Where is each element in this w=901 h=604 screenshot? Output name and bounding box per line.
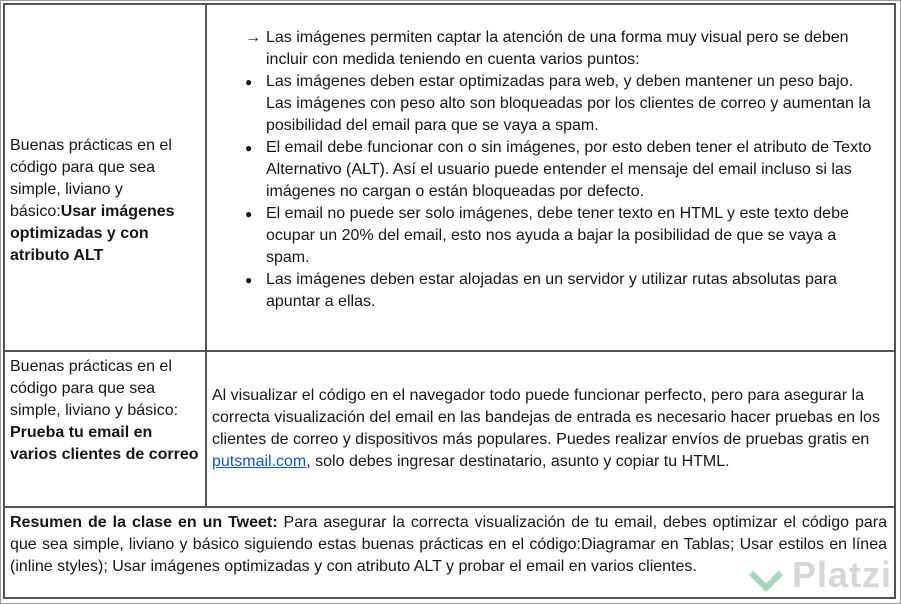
bullet-text: El email no puede ser solo imágenes, debe tener texto en HTML y este texto debe ocupar un 20% del email, esto nos ayuda a bajar la posibilidad de que se vaya a spam. (266, 205, 849, 266)
arrow-bullet-icon: → (245, 29, 261, 46)
bullet-text: Las imágenes deben estar alojadas en un servidor y utilizar rutas absolutas para apuntar a ellas. (266, 271, 837, 310)
summary-text: Para asegurar la correcta visualización de tu email, debes optimizar el código para que sea simple, liviano y básico siguiendo estas buenas prácticas en el código:Diagramar en Tablas; Usar estilos en línea (inline styles); Usar imágenes optimizadas y con atributo ALT y probar el email en varios clientes. (10, 514, 888, 575)
platzi-brand-text: Platzi (791, 554, 892, 595)
row1-topic-regular: Buenas prácticas en el código para que sea simple, liviano y básico: (10, 137, 172, 220)
putsmail-link[interactable]: putsmail.com (212, 453, 307, 470)
paragraph-text-before-link: Al visualizar el código en el navegador todo puede funcionar perfecto, pero para asegurar la correcta visualización del email en las bandejas de entrada es necesario hacer pruebas en los clientes de correo y dispositivos más populares. Puedes realizar envíos de pruebas gratis en (212, 387, 880, 448)
row2-topic-regular: Buenas prácticas en el código para que sea simple, liviano y básico: (10, 358, 179, 419)
dot-bullet-icon: ● (245, 75, 253, 89)
dot-bullet-icon: ● (245, 273, 253, 287)
dot-bullet-icon: ● (245, 141, 253, 155)
row2-topic-cell (5, 352, 207, 508)
summary-paragraph (10, 514, 887, 575)
list-item (245, 203, 882, 269)
testing-paragraph (212, 385, 884, 473)
row2-content-cell (207, 352, 894, 508)
list-item (245, 137, 882, 203)
row1-content-cell (207, 5, 894, 352)
bullet-text: Las imágenes permiten captar la atención de una forma muy visual pero se deben incluir con medida teniendo en cuenta varios puntos: (266, 29, 849, 68)
summary-cell (5, 508, 894, 597)
list-item (245, 269, 882, 313)
bullet-text: El email debe funcionar con o sin imágenes, por esto deben tener el atributo de Texto Alternativo (ALT). Así el usuario puede entender el mensaje del email incluso si las imágenes no cargan o están bloqueadas por defecto. (266, 139, 872, 200)
row1-topic-bold: Usar imágenes optimizadas y con atributo ALT (10, 203, 175, 264)
best-practices-table (3, 3, 896, 599)
summary-label: Resumen de la clase en un Tweet: (10, 514, 278, 531)
row1-topic-cell (5, 5, 207, 352)
list-item (245, 27, 882, 71)
row2-topic-bold: Prueba tu email en varios clientes de correo (10, 424, 199, 463)
images-bullet-list (207, 27, 886, 313)
dot-bullet-icon: ● (245, 207, 253, 221)
bullet-text: Las imágenes deben estar optimizadas para web, y deben mantener un peso bajo. Las imágenes con peso alto son bloqueadas por los clientes de correo y aumentan la posibilidad del email para que se vaya a spam. (266, 73, 871, 134)
list-item (245, 71, 882, 137)
paragraph-text-after-link: , solo debes ingresar destinatario, asunto y copiar tu HTML. (306, 453, 730, 470)
